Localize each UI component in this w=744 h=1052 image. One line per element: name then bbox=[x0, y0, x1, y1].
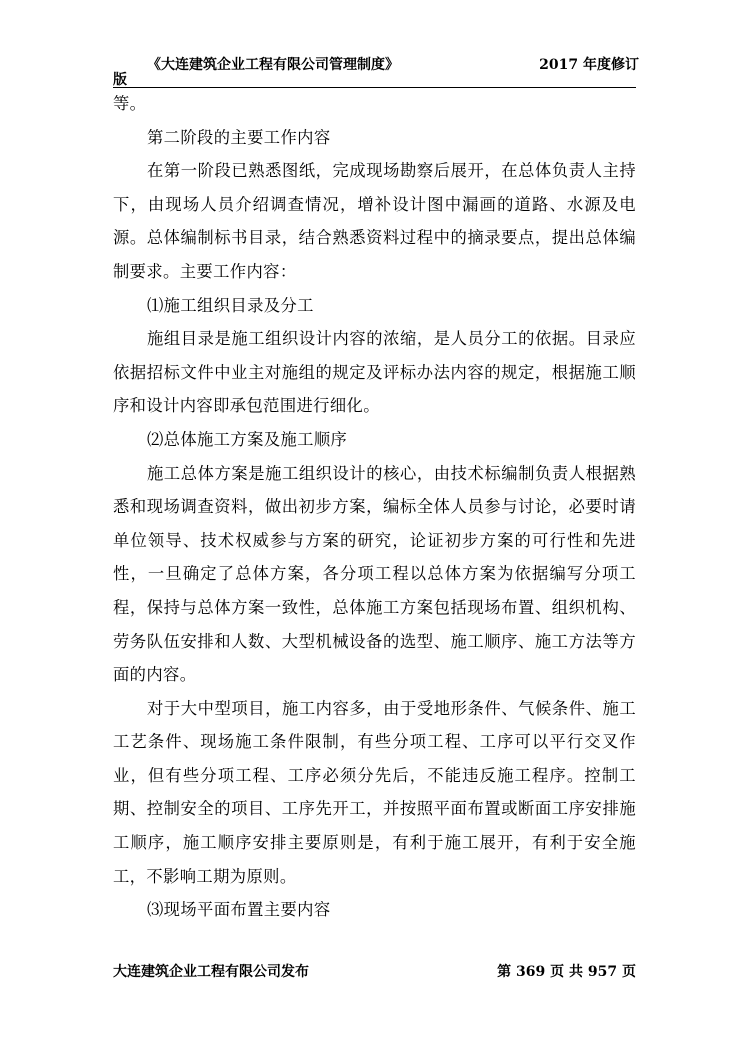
body-paragraph-continuation: 等。 bbox=[113, 94, 147, 113]
subsection-heading-1: ⑴施工组织目录及分工 bbox=[147, 295, 314, 315]
section-heading-stage-two: 第二阶段的主要工作内容 bbox=[147, 127, 331, 147]
document-header-edition-wrap: 版 bbox=[113, 72, 127, 88]
document-body bbox=[113, 87, 636, 927]
body-paragraph: 施组目录是施工组织设计内容的浓缩，是人员分工的依据。目录应依据招标文件中业主对施组的规定及评标办法内容的规定，根据施工顺序和设计内容即承包范围进行细化。 bbox=[113, 329, 636, 416]
body-paragraph: 对于大中型项目，施工内容多，由于受地形条件、气候条件、施工工艺条件、现场施工条件限制，有些分项工程、工序可以平行交叉作业，但有些分项工程、工序必须分先后，不能违反施工程序。控制工期、控制安全的项目、工序先开工，并按照平面布置或断面工序安排施工顺序，施工顺序安排主要原则是，有利于施工展开，有利于安全施工，不影响工期为原则。 bbox=[113, 698, 636, 886]
footer-publisher: 大连建筑企业工程有限公司发布 bbox=[113, 964, 309, 980]
footer-page-number: 第 369 页 共 957 页 bbox=[497, 964, 636, 980]
document-header-edition: 2017 年度修订 bbox=[539, 57, 639, 73]
body-paragraph: 施工总体方案是施工组织设计的核心，由技术标编制负责人根据熟悉和现场调查资料，做出初步方案，编标全体人员参与讨论，必要时请单位领导、技术权威参与方案的研究，论证初步方案的可行性和先进性，一旦确定了总体方案，各分项工程以总体方案为依据编写分项工程，保持与总体方案一致性，总体施工方案包括现场布置、组织机构、劳务队伍安排和人数、大型机械设备的选型、施工顺序、施工方法等方面的内容。 bbox=[113, 463, 636, 685]
subsection-heading-3: ⑶现场平面布置主要内容 bbox=[147, 900, 331, 920]
subsection-heading-2: ⑵总体施工方案及施工顺序 bbox=[147, 429, 348, 449]
body-paragraph: 在第一阶段已熟悉图纸，完成现场勘察后展开，在总体负责人主持下，由现场人员介绍调查情况，增补设计图中漏画的道路、水源及电源。总体编制标书目录，结合熟悉资料过程中的摘录要点，提出总体编制要求。主要工作内容： bbox=[113, 161, 636, 281]
document-header-title: 《大连建筑企业工程有限公司管理制度》 bbox=[147, 57, 399, 73]
